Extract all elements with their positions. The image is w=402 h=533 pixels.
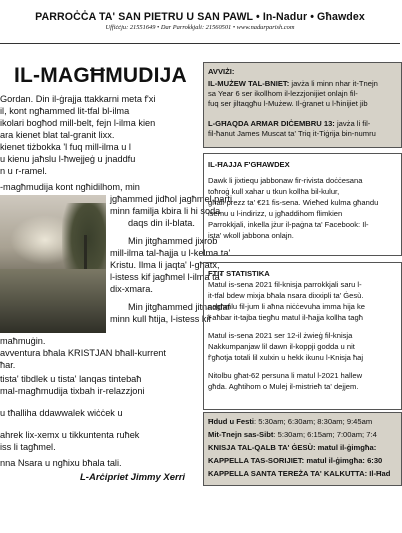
masthead-title: PARROĊĊA TA' SAN PIETRU U SAN PAWL • In-Nadur • Għawdex <box>35 11 365 23</box>
notice-line: L-GĦAQDA ARMAR DIĊEMBRU 13: javża li fil- <box>208 119 371 128</box>
article-line: kienet tiżbokka 'l fuq mill-ilma u l <box>0 142 131 152</box>
article-line: ara kienet blat tal-granit lixx. <box>0 130 115 140</box>
mass-row: Mit-Tnejn sas-Sibt: 5:30am; 6:15am; 7:00am; 7:4 <box>208 430 377 439</box>
article-line: u tħalliha ddawwalek wiċċek u <box>0 408 123 418</box>
statistics-line: Nakkumpanjaw lil dawn il-koppji godda u nit <box>208 342 355 351</box>
notice-line: fuq ser jiltaqgħu l-Mużew. Il-ġranet u l-ħinijiet jib <box>208 99 368 108</box>
mass-row: KAPPELLA SANTA TEREŻA TA' KALKUTTA: Il-Ħad <box>208 469 391 478</box>
article-line: maħmuġin. <box>0 336 46 346</box>
article-line: mill-ilma tal-ħajja u l-kelma ta' <box>110 248 231 258</box>
mass-row: KNISJA TAL-QALB TA' ĠESÙ: matul il-ġimgħa: <box>208 443 377 452</box>
statistics-line: nagħmlu fil-jum li aħna niċċevuha imma hija ke <box>208 302 366 311</box>
article-line: Gordan. Din il-ġrajja ttakkarni meta f'xi <box>0 94 156 104</box>
statistics-line: għda. Agħtihom o Mulej il-mistrieħ ta' dejjem. <box>208 382 359 391</box>
notices-box <box>203 62 402 148</box>
magazine-line: toħroġ kull xahar u tkun kollha bil-kulur, <box>208 187 340 196</box>
masthead <box>0 0 400 44</box>
statistics-heading: FTIT STATISTIKA <box>208 269 270 278</box>
mass-row: Ħdud u Festi: 5:30am; 6:30am; 8:30am; 9:45am <box>208 417 373 426</box>
notice-line: IL-MUŻEW TAL-BNIET: javża li minn nhar it-Tnejn <box>208 79 378 88</box>
statistics-line: Matul is-sena 2021 fil-knisja parrokkjali saru l- <box>208 280 362 289</box>
magazine-line: isemu u l-indirizz, u jgħaddihom flimkien <box>208 209 343 218</box>
magazine-line: Parrokkjali, inkella jżur il-paġna ta' Facebook: Il- <box>208 220 369 229</box>
masthead-subtitle: Uffiċċju: 21551649 • Dar Parrokkjali: 21560501 • www.nadurparish.com <box>105 24 295 31</box>
magazine-line: għall-prezz ta' €21 fis-sena. Wieħed kulma għandu <box>208 198 379 207</box>
magazine-box <box>203 153 402 256</box>
article-line: minn kull ħtija, l-istess kif <box>110 314 212 324</box>
article-line: Min jitgħammed jitnaddaf <box>128 302 231 312</box>
article-line: Kristu. Ilma li jaqta' l-għatx, <box>110 260 220 270</box>
notices-heading: AVVIŻI: <box>208 67 235 76</box>
notice-line: sa Year 6 ser ikollhom il-lezzjonijiet onlajn fil- <box>208 89 358 98</box>
article-line: l-istess kif jagħmel l-ilma ta' <box>110 272 222 282</box>
river-photo <box>0 195 106 333</box>
article-line: Min jitgħammed jixrob <box>128 236 218 246</box>
article-line: avventura bħala KRISTJAN bħall-kurrent <box>0 348 166 358</box>
article-line: il, kont ngħammed lit-tfal bl-ilma <box>0 106 130 116</box>
article-line: ahrek lix-xemx u tikkuntenta ruħek <box>0 430 140 440</box>
article-line: ħar. <box>0 360 16 370</box>
magazine-line: Dawk li jixtiequ jabbonaw fir-rivista doċċesana <box>208 176 363 185</box>
mass-row: KAPPELLA TAS-SORIJIET: matul il-ġimgħa: 6:30 <box>208 456 383 465</box>
article-line: mal-magħmudija tixbah ir-relazzjoni <box>0 386 145 396</box>
article-title: IL-MAGĦMUDIJA <box>14 64 187 87</box>
mass-times-box <box>203 412 402 486</box>
notice-line: fil-ħanut James Muscat ta' Triq it-Tiġrija bin-numru <box>208 129 376 138</box>
article-signature: L-Arċipriet Jimmy Xerri <box>80 472 186 483</box>
article-line: tista' tibdlek u tista' lanqas tintebaħ <box>0 374 142 384</box>
article-line: dix-xmara. <box>110 284 153 294</box>
article-line: n u r-ramel. <box>0 166 47 176</box>
article-line: -magħmudija kont ngħidilhom, min <box>0 182 140 192</box>
statistics-line: Matul is-sena 2021 ser 12-il żwieġ fil-knisja <box>208 331 353 340</box>
magazine-heading: IL-ĦAJJA F'GĦAWDEX <box>208 160 290 169</box>
article-line: iss li tagħmel. <box>0 442 56 452</box>
article-line: ikolari bogħod mill-belt, fejn l-ilma kien <box>0 118 156 128</box>
article-line: u kienu jaħslu l-ħwejjeġ u jnaddfu <box>0 154 136 164</box>
article-line: jgħammed jidħol jagħmel parti <box>110 194 233 204</box>
article-line: nna Nsara u ngħixu bħala tali. <box>0 458 122 468</box>
article-line: minn familja kbira li hi soda <box>110 206 221 216</box>
statistics-line: it-tfal bdew mixja bħala nsara dixxipli ta' Ġesù. <box>208 291 364 300</box>
statistics-line: Nitolbu għat-62 persuna li matul l-2021 hallew <box>208 371 363 380</box>
masthead-rule <box>0 43 400 44</box>
article-line: daqs din il-blata. <box>128 218 195 228</box>
statistics-line: l-aħbar it-tajba tiegħu matul il-ħajja kollha tagħ <box>208 313 363 322</box>
statistics-box <box>203 262 402 410</box>
statistics-line: f'għotja totali lil xulxin u hekk ikunu l-Knisja ħaj <box>208 353 364 362</box>
magazine-line: ista' wkoll jabbona onlajn. <box>208 231 294 240</box>
